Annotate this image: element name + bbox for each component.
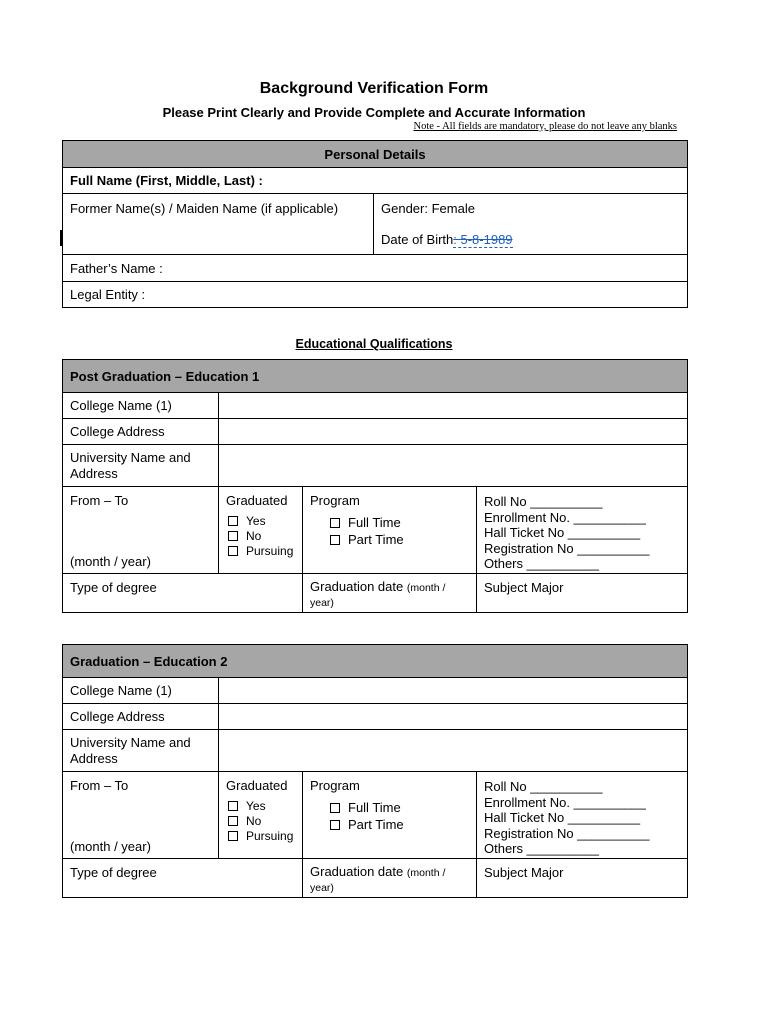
college-address-label: College Address [63,419,219,445]
from-to-cell[interactable] [63,772,219,859]
graduation-date-hint: (month / year) [310,867,446,894]
enrollment-no-field[interactable]: Enrollment No. __________ [484,509,646,525]
legal-entity-field[interactable]: Legal Entity : [63,282,688,308]
graduation-date-field[interactable]: Graduation date (month / year) [303,574,477,613]
from-to-label: From – To [70,493,129,508]
subject-major-field[interactable]: Subject Major [477,859,688,898]
college-name-label: College Name (1) [63,678,219,704]
graduated-cell [219,487,303,574]
university-label: University Name and Address [63,730,219,772]
type-of-degree-field[interactable]: Type of degree [63,574,303,613]
university-input[interactable] [219,445,688,487]
part-time-checkbox[interactable]: Part Time [328,531,469,548]
gender-field[interactable]: Gender: Female [381,201,475,216]
graduated-no-checkbox[interactable]: No [226,529,295,544]
graduated-pursuing-checkbox[interactable]: Pursuing [226,829,295,844]
part-time-checkbox[interactable]: Part Time [328,816,469,833]
program-cell [303,487,477,574]
full-name-field[interactable]: Full Name (First, Middle, Last) : [63,168,688,194]
form-subtitle: Please Print Clearly and Provide Complete and Accurate Information [162,105,586,120]
college-address-label: College Address [63,704,219,730]
program-cell [303,772,477,859]
registration-no-field[interactable]: Registration No __________ [484,825,650,841]
mandatory-note: Note - All fields are mandatory, please do not leave any blanks [413,121,677,132]
type-of-degree-field[interactable]: Type of degree [63,859,303,898]
enrollment-no-field[interactable]: Enrollment No. __________ [484,794,646,810]
education-heading: Educational Qualifications [295,337,453,351]
personal-details-table [62,140,688,308]
program-label: Program [310,778,360,793]
graduated-pursuing-checkbox[interactable]: Pursuing [226,544,295,559]
education-block-1 [62,359,688,613]
program-label: Program [310,493,360,508]
month-year-label: (month / year) [70,554,151,569]
dob-label: Date of Birth [381,232,454,247]
college-address-input[interactable] [219,419,688,445]
former-name-field[interactable]: Former Name(s) / Maiden Name (if applicable) [63,194,374,255]
college-name-input[interactable] [219,393,688,419]
others-field[interactable]: Others __________ [484,841,599,856]
graduated-label: Graduated [226,778,288,793]
education-block-2 [62,644,688,898]
university-label: University Name and Address [63,445,219,487]
month-year-label: (month / year) [70,839,151,854]
form-title: Background Verification Form [259,80,489,97]
subject-major-field[interactable]: Subject Major [477,574,688,613]
college-name-input[interactable] [219,678,688,704]
graduated-cell [219,772,303,859]
roll-no-field[interactable]: Roll No __________ [484,779,603,794]
graduation-date-field[interactable]: Graduation date (month / year) [303,859,477,898]
full-time-checkbox[interactable]: Full Time [328,514,469,531]
id-numbers-cell[interactable] [477,772,688,859]
full-time-checkbox[interactable]: Full Time [328,799,469,816]
college-name-label: College Name (1) [63,393,219,419]
college-address-input[interactable] [219,704,688,730]
education-1-heading: Post Graduation – Education 1 [63,360,688,393]
gender-dob-cell [374,194,688,255]
hall-ticket-field[interactable]: Hall Ticket No __________ [484,810,641,825]
personal-details-heading: Personal Details [63,141,688,168]
dob-value: : 5-8-1989 [453,232,513,247]
graduated-no-checkbox[interactable]: No [226,814,295,829]
from-to-label: From – To [70,778,129,793]
from-to-cell[interactable] [63,487,219,574]
roll-no-field[interactable]: Roll No __________ [484,494,603,509]
education-2-heading: Graduation – Education 2 [63,645,688,678]
graduation-date-hint: (month / year) [310,582,446,609]
graduated-yes-checkbox[interactable]: Yes [226,514,295,529]
registration-no-field[interactable]: Registration No __________ [484,540,650,556]
hall-ticket-field[interactable]: Hall Ticket No __________ [484,525,641,540]
id-numbers-cell[interactable] [477,487,688,574]
university-input[interactable] [219,730,688,772]
graduated-yes-checkbox[interactable]: Yes [226,799,295,814]
others-field[interactable]: Others __________ [484,556,599,571]
father-name-field[interactable]: Father’s Name : [63,255,688,282]
graduated-label: Graduated [226,493,288,508]
dob-field[interactable] [381,232,680,248]
text-cursor [60,230,62,246]
